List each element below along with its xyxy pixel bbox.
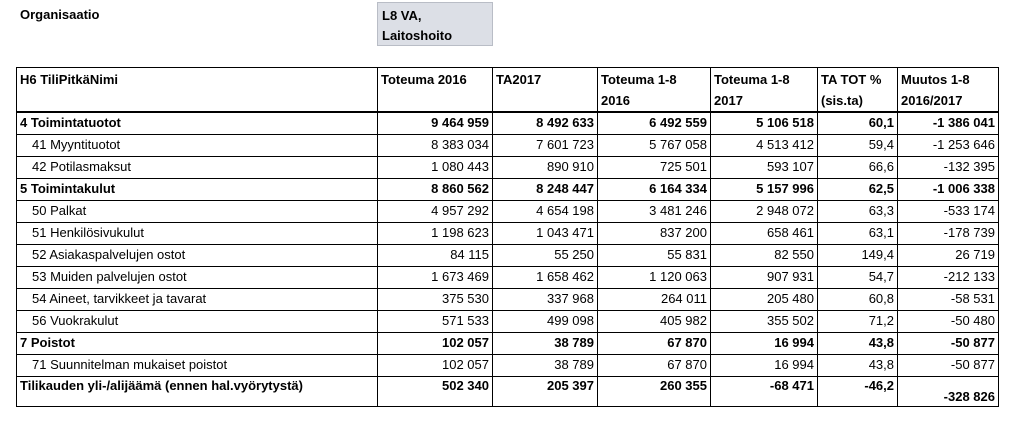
cell-ta2017: 55 250 — [493, 244, 598, 266]
cell-toteuma-2016: 1 080 443 — [378, 156, 493, 178]
column-header-ta2017: TA2017 — [493, 68, 598, 113]
cell-toteuma-1-8-2016: 67 870 — [598, 354, 711, 376]
cell-ta2017: 1 658 462 — [493, 266, 598, 288]
cell-toteuma-1-8-2016: 6 164 334 — [598, 178, 711, 200]
column-header-name: H6 TiliPitkäNimi — [17, 68, 378, 113]
cell-ta-tot-percent: 60,1 — [818, 112, 898, 134]
column-header-ta-tot-percent: TA TOT % (sis.ta) — [818, 68, 898, 113]
table-row — [17, 222, 999, 244]
cell-ta2017: 1 043 471 — [493, 222, 598, 244]
table-row — [17, 288, 999, 310]
row-name-cell: 71 Suunnitelman mukaiset poistot — [17, 354, 378, 376]
cell-toteuma-1-8-2016: 3 481 246 — [598, 200, 711, 222]
cell-ta2017: 4 654 198 — [493, 200, 598, 222]
cell-ta-tot-percent: -46,2 — [818, 376, 898, 406]
table-row — [17, 376, 999, 406]
column-header-toteuma-2016: Toteuma 2016 — [378, 68, 493, 113]
cell-toteuma-1-8-2017: 16 994 — [711, 354, 818, 376]
cell-muutos: -1 006 338 — [898, 178, 999, 200]
cell-toteuma-1-8-2017: 2 948 072 — [711, 200, 818, 222]
cell-toteuma-1-8-2017: 355 502 — [711, 310, 818, 332]
cell-muutos: -1 253 646 — [898, 134, 999, 156]
cell-toteuma-1-8-2016: 55 831 — [598, 244, 711, 266]
cell-muutos: -328 826 — [898, 376, 999, 406]
cell-ta-tot-percent: 63,1 — [818, 222, 898, 244]
row-name-cell: Tilikauden yli-/alijäämä (ennen hal.vyörytystä) — [17, 376, 378, 406]
cell-muutos: -212 133 — [898, 266, 999, 288]
cell-toteuma-1-8-2016: 67 870 — [598, 332, 711, 354]
cell-toteuma-2016: 9 464 959 — [378, 112, 493, 134]
organisation-value[interactable] — [377, 2, 493, 46]
row-name-cell: 5 Toimintakulut — [17, 178, 378, 200]
row-name-cell: 53 Muiden palvelujen ostot — [17, 266, 378, 288]
cell-toteuma-1-8-2016: 6 492 559 — [598, 112, 711, 134]
cell-ta2017: 38 789 — [493, 354, 598, 376]
column-header-toteuma-1-8-2016: Toteuma 1-8 2016 — [598, 68, 711, 113]
row-name-cell: 50 Palkat — [17, 200, 378, 222]
cell-ta-tot-percent: 66,6 — [818, 156, 898, 178]
cell-toteuma-2016: 502 340 — [378, 376, 493, 406]
row-name-cell: 7 Poistot — [17, 332, 378, 354]
cell-toteuma-2016: 1 198 623 — [378, 222, 493, 244]
cell-toteuma-1-8-2016: 837 200 — [598, 222, 711, 244]
table-row — [17, 354, 999, 376]
cell-toteuma-2016: 1 673 469 — [378, 266, 493, 288]
cell-ta-tot-percent: 62,5 — [818, 178, 898, 200]
cell-toteuma-1-8-2017: 593 107 — [711, 156, 818, 178]
table-row — [17, 244, 999, 266]
organisation-label: Organisaatio — [20, 7, 100, 22]
cell-muutos: -533 174 — [898, 200, 999, 222]
cell-toteuma-2016: 102 057 — [378, 332, 493, 354]
table-row — [17, 200, 999, 222]
cell-toteuma-1-8-2016: 260 355 — [598, 376, 711, 406]
table-row — [17, 266, 999, 288]
cell-toteuma-1-8-2016: 405 982 — [598, 310, 711, 332]
table-row — [17, 332, 999, 354]
cell-toteuma-2016: 102 057 — [378, 354, 493, 376]
row-name-cell: 4 Toimintatuotot — [17, 112, 378, 134]
column-header-muutos: Muutos 1-8 2016/2017 — [898, 68, 999, 113]
organisation-value-line1: L8 VA, — [382, 8, 422, 23]
cell-ta-tot-percent: 54,7 — [818, 266, 898, 288]
cell-muutos: -50 480 — [898, 310, 999, 332]
cell-toteuma-1-8-2017: -68 471 — [711, 376, 818, 406]
row-name-cell: 42 Potilasmaksut — [17, 156, 378, 178]
cell-ta2017: 337 968 — [493, 288, 598, 310]
cell-toteuma-1-8-2017: 658 461 — [711, 222, 818, 244]
organisation-value-line2: Laitoshoito — [382, 28, 453, 43]
cell-toteuma-2016: 4 957 292 — [378, 200, 493, 222]
row-name-cell: 41 Myyntituotot — [17, 134, 378, 156]
cell-toteuma-2016: 8 383 034 — [378, 134, 493, 156]
cell-toteuma-2016: 571 533 — [378, 310, 493, 332]
cell-toteuma-2016: 8 860 562 — [378, 178, 493, 200]
cell-muutos: -132 395 — [898, 156, 999, 178]
cell-muutos: -50 877 — [898, 354, 999, 376]
cell-ta-tot-percent: 63,3 — [818, 200, 898, 222]
cell-ta-tot-percent: 43,8 — [818, 332, 898, 354]
cell-toteuma-1-8-2017: 82 550 — [711, 244, 818, 266]
cell-toteuma-1-8-2017: 5 157 996 — [711, 178, 818, 200]
cell-toteuma-1-8-2016: 264 011 — [598, 288, 711, 310]
cell-muutos: -58 531 — [898, 288, 999, 310]
cell-toteuma-2016: 375 530 — [378, 288, 493, 310]
cell-toteuma-1-8-2016: 1 120 063 — [598, 266, 711, 288]
cell-ta2017: 205 397 — [493, 376, 598, 406]
table-row — [17, 134, 999, 156]
header-row — [17, 68, 999, 113]
row-name-cell: 56 Vuokrakulut — [17, 310, 378, 332]
table-row — [17, 112, 999, 134]
cell-ta-tot-percent: 60,8 — [818, 288, 898, 310]
cell-ta2017: 8 492 633 — [493, 112, 598, 134]
report-table — [16, 67, 999, 407]
table-row — [17, 178, 999, 200]
cell-toteuma-1-8-2017: 907 931 — [711, 266, 818, 288]
cell-ta2017: 890 910 — [493, 156, 598, 178]
cell-toteuma-1-8-2017: 5 106 518 — [711, 112, 818, 134]
cell-toteuma-1-8-2016: 725 501 — [598, 156, 711, 178]
cell-toteuma-1-8-2017: 4 513 412 — [711, 134, 818, 156]
cell-toteuma-2016: 84 115 — [378, 244, 493, 266]
cell-ta2017: 38 789 — [493, 332, 598, 354]
cell-muutos: -178 739 — [898, 222, 999, 244]
cell-ta-tot-percent: 71,2 — [818, 310, 898, 332]
cell-ta2017: 8 248 447 — [493, 178, 598, 200]
cell-ta-tot-percent: 59,4 — [818, 134, 898, 156]
table-row — [17, 310, 999, 332]
cell-ta2017: 7 601 723 — [493, 134, 598, 156]
table-row — [17, 156, 999, 178]
cell-muutos: -50 877 — [898, 332, 999, 354]
cell-toteuma-1-8-2016: 5 767 058 — [598, 134, 711, 156]
cell-muutos: -1 386 041 — [898, 112, 999, 134]
cell-toteuma-1-8-2017: 16 994 — [711, 332, 818, 354]
row-name-cell: 52 Asiakaspalvelujen ostot — [17, 244, 378, 266]
cell-ta-tot-percent: 43,8 — [818, 354, 898, 376]
cell-ta2017: 499 098 — [493, 310, 598, 332]
cell-toteuma-1-8-2017: 205 480 — [711, 288, 818, 310]
row-name-cell: 51 Henkilösivukulut — [17, 222, 378, 244]
column-header-toteuma-1-8-2017: Toteuma 1-8 2017 — [711, 68, 818, 113]
cell-ta-tot-percent: 149,4 — [818, 244, 898, 266]
cell-muutos: 26 719 — [898, 244, 999, 266]
row-name-cell: 54 Aineet, tarvikkeet ja tavarat — [17, 288, 378, 310]
